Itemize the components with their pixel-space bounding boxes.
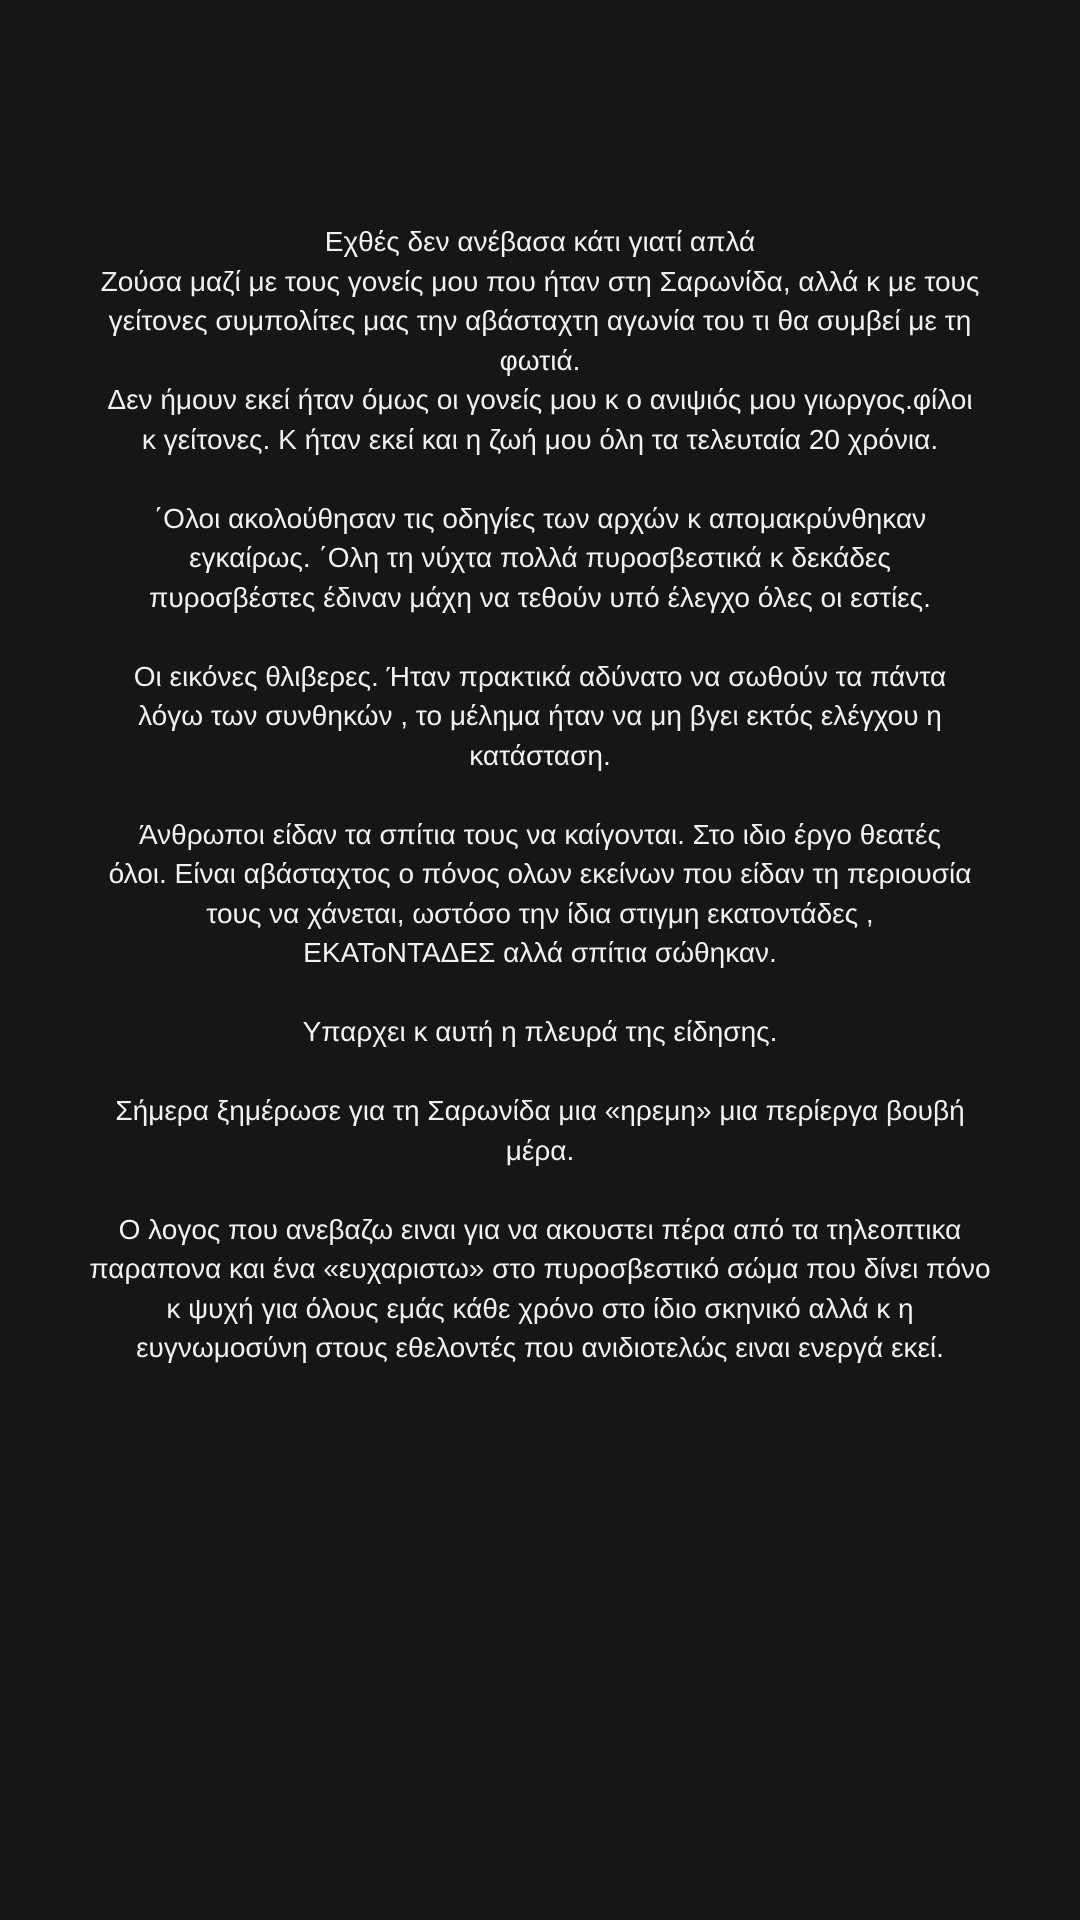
text-line: μέρα. — [505, 1134, 575, 1166]
text-line: πυροσβέστες έδιναν μάχη να τεθούν υπό έλεγχο όλες οι εστίες. — [149, 581, 931, 613]
text-line: Οι εικόνες θλιβερες. Ήταν πρακτικά αδύνατο να σωθούν τα πάντα — [133, 660, 947, 692]
story-paragraph-4 — [55, 815, 1025, 973]
text-line: κ ψυχή για όλους εμάς κάθε χρόνο στο ίδιο σκηνικό αλλά κ η — [166, 1292, 914, 1324]
text-line: Άνθρωποι είδαν τα σπίτια τους να καίγονται. Στο ιδιο έργο θεατές — [138, 818, 942, 850]
text-line: Εχθές δεν ανέβασα κάτι γιατί απλά — [324, 226, 756, 257]
text-line: ευγνωμοσύνη στους εθελοντές που ανιδιοτελώς ειναι ενεργά εκεί. — [136, 1332, 944, 1363]
story-paragraph-5 — [55, 1012, 1025, 1052]
text-line: κ γείτονες. Κ ήταν εκεί και η ζωή μου όλη τα τελευταία 20 χρόνια. — [141, 423, 939, 455]
story-paragraph-7 — [55, 1210, 1025, 1368]
text-line: ΕΚΑΤοΝΤΑΔΕΣ αλλά σπίτια σώθηκαν. — [303, 937, 777, 968]
text-line: Δεν ήμουν εκεί ήταν όμως οι γονείς μου κ ο ανιψιός μου γιωργος.φίλοι — [107, 384, 973, 415]
text-line: ΄Ολοι ακολούθησαν τις οδηγίες των αρχών κ απομακρύνθηκαν — [153, 502, 927, 534]
text-line: κατάσταση. — [469, 739, 611, 771]
text-line: Υπαρχει κ αυτή η πλευρά της είδησης. — [302, 1016, 778, 1047]
story-paragraph-6 — [55, 1091, 1025, 1170]
text-line: φωτιά. — [499, 344, 581, 376]
text-line: παραπονα και ένα «ευχαριστω» στο πυροσβεστικό σώμα που δίνει πόνο — [89, 1253, 991, 1284]
story-text — [55, 222, 1025, 1407]
text-line: λόγω των συνθηκών , το μέλημα ήταν να μη βγει εκτός ελέγχου η — [138, 700, 942, 731]
text-line: γείτονες συμπολίτες μας την αβάσταχτη αγωνία του τι θα συμβεί με τη — [108, 305, 972, 336]
text-line: Σήμερα ξημέρωσε για τη Σαρωνίδα μια «ηρεμη» μια περίεργα βουβή — [115, 1095, 965, 1126]
story-paragraph-1 — [55, 222, 1025, 459]
text-line: όλοι. Είναι αβάσταχτος ο πόνος ολων εκείνων που είδαν τη περιουσία — [108, 858, 972, 889]
story-paragraph-3 — [55, 657, 1025, 776]
text-line: τους να χάνεται, ωστόσο την ίδια στιγμη εκατοντάδες , — [206, 897, 874, 929]
text-line: Ζούσα μαζί με τους γονείς μου που ήταν στη Σαρωνίδα, αλλά κ με τους — [100, 265, 980, 297]
text-line: Ο λογος που ανεβαζω ειναι για να ακουστει πέρα από τα τηλεοπτικα — [118, 1213, 962, 1245]
text-line: εγκαίρως. ΄Ολη τη νύχτα πολλά πυροσβεστικά κ δεκάδες — [189, 542, 891, 573]
story-paragraph-2 — [55, 499, 1025, 618]
